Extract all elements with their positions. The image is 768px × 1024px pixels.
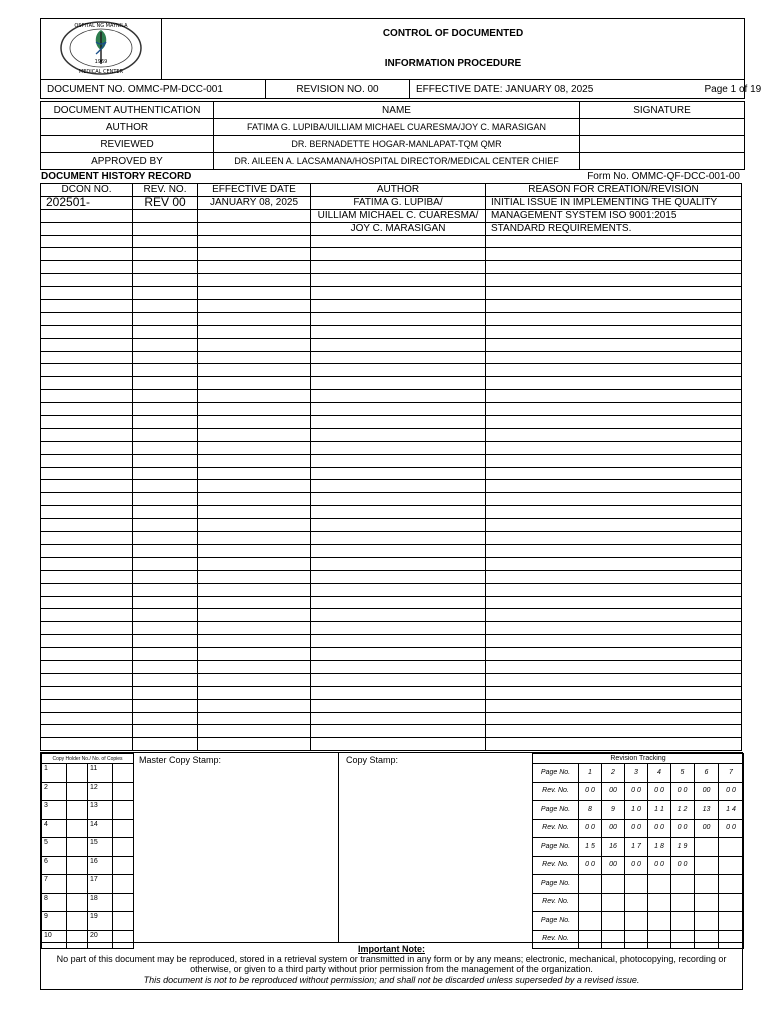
history-blank-row	[41, 609, 742, 622]
revision-cell: 0 0	[671, 819, 695, 838]
document-title	[162, 19, 745, 80]
copy-holder-number: 5	[42, 838, 67, 857]
revision-cell: 0 0	[648, 782, 671, 801]
svg-text:MEDICAL CENTER: MEDICAL CENTER	[78, 68, 124, 75]
revision-row-label: Rev. No.	[533, 819, 579, 838]
revision-cell: 2	[602, 764, 625, 783]
revision-cell	[719, 856, 744, 875]
form-number: Form No. OMMC-QF-DCC-001-00	[587, 171, 740, 182]
revision-cell	[602, 875, 625, 894]
copy-holder-table	[41, 753, 134, 949]
entry-reason-line: STANDARD REQUIREMENTS.	[486, 222, 742, 235]
hospital-seal-logo	[58, 20, 144, 76]
note-title: Important Note:	[358, 944, 425, 954]
revision-cell: 0 0	[648, 856, 671, 875]
revision-cell: 0 0	[579, 782, 602, 801]
page-number: Page 1 of 19	[704, 83, 762, 95]
history-blank-row	[41, 519, 742, 532]
history-blank-row	[41, 364, 742, 377]
title-line-2: INFORMATION PROCEDURE	[384, 58, 522, 69]
revision-cell: 00	[602, 782, 625, 801]
entry-author-line: UILLIAM MICHAEL C. CUARESMA/	[311, 209, 486, 222]
copy-holder-header: Copy Holder No./ No. of Copies	[42, 754, 134, 764]
history-blank-row	[41, 686, 742, 699]
history-blank-row	[41, 570, 742, 583]
copy-holder-number: 18	[88, 893, 113, 912]
copy-count	[67, 893, 88, 912]
distribution-section	[40, 752, 743, 943]
copy-count	[67, 801, 88, 820]
revision-cell: 8	[579, 801, 602, 820]
history-blank-row	[41, 480, 742, 493]
revision-tracking-row	[533, 764, 744, 783]
copy-count	[113, 819, 134, 838]
history-col-date: EFFECTIVE DATE	[198, 184, 311, 197]
revision-cell: 0 0	[648, 819, 671, 838]
copy-holder-number: 20	[88, 930, 113, 949]
copy-holder-number: 2	[42, 782, 67, 801]
copy-count	[67, 782, 88, 801]
entry-dcon: 202501-	[41, 196, 133, 209]
master-copy-stamp-label: Master Copy Stamp:	[139, 755, 222, 765]
copy-holder-row	[42, 912, 134, 931]
copy-holder-row	[42, 838, 134, 857]
revision-row-label: Page No.	[533, 801, 579, 820]
revision-cell: 0 0	[625, 856, 648, 875]
copy-holder-number: 12	[88, 782, 113, 801]
revision-cell	[602, 893, 625, 912]
revision-cell: 1 4	[719, 801, 744, 820]
revision-cell	[719, 912, 744, 931]
revision-cell	[695, 875, 719, 894]
revision-cell: 0 0	[719, 819, 744, 838]
revision-tracking-row	[533, 819, 744, 838]
copy-count	[67, 764, 88, 783]
revision-cell: 0 0	[719, 782, 744, 801]
revision-cell	[579, 875, 602, 894]
title-line-1: CONTROL OF DOCUMENTED	[382, 28, 524, 39]
entry-author-line: JOY C. MARASIGAN	[311, 222, 486, 235]
revision-cell	[602, 912, 625, 931]
revision-cell: 6	[695, 764, 719, 783]
auth-role: APPROVED BY	[41, 153, 214, 170]
revision-cell	[719, 875, 744, 894]
revision-cell	[625, 893, 648, 912]
history-col-author: AUTHOR	[311, 184, 486, 197]
copy-holder-number: 16	[88, 856, 113, 875]
auth-header-signature: SIGNATURE	[580, 102, 745, 119]
copy-count	[113, 838, 134, 857]
revision-row-label: Rev. No.	[533, 893, 579, 912]
history-col-dcon: DCON NO.	[41, 184, 133, 197]
entry-reason-line: MANAGEMENT SYSTEM ISO 9001:2015	[486, 209, 742, 222]
revision-cell	[671, 875, 695, 894]
svg-text:OSPITAL NG MAYNILA: OSPITAL NG MAYNILA	[74, 22, 128, 29]
auth-signature	[580, 119, 745, 136]
revision-cell: 0 0	[625, 819, 648, 838]
revision-cell: 1 2	[671, 801, 695, 820]
history-blank-row	[41, 557, 742, 570]
history-blank-row	[41, 493, 742, 506]
copy-holder-number: 13	[88, 801, 113, 820]
document-header	[40, 18, 762, 99]
history-blank-row	[41, 725, 742, 738]
revision-cell	[648, 875, 671, 894]
svg-text:1969: 1969	[94, 58, 108, 65]
revision-row-label: Rev. No.	[533, 782, 579, 801]
copy-count	[67, 819, 88, 838]
copy-holder-number: 7	[42, 875, 67, 894]
copy-count	[113, 912, 134, 931]
copy-holder-row	[42, 819, 134, 838]
history-blank-row	[41, 467, 742, 480]
revision-cell: 00	[602, 856, 625, 875]
copy-stamp-label: Copy Stamp:	[346, 755, 399, 765]
entry-rev: REV 00	[133, 196, 198, 209]
auth-role: AUTHOR	[41, 119, 214, 136]
note-body: No part of this document may be reproduced, stored in a retrieval system or transmitted in any form or by any means; electronic, mechanical, photocopying, recording or otherwise, or given to a third party without prior permission from the management of the organization.	[56, 954, 727, 974]
doc-number: DOCUMENT NO. OMMC-PM-DCC-001	[41, 80, 266, 99]
effective-date-page	[410, 80, 762, 99]
copy-holder-number: 10	[42, 930, 67, 949]
history-blank-row	[41, 377, 742, 390]
history-table	[40, 183, 742, 751]
revision-cell: 16	[602, 838, 625, 857]
history-blank-row	[41, 300, 742, 313]
history-blank-row	[41, 648, 742, 661]
history-blank-row	[41, 261, 742, 274]
history-blank-row	[41, 338, 742, 351]
history-blank-row	[41, 416, 742, 429]
history-blank-row	[41, 622, 742, 635]
copy-count	[67, 838, 88, 857]
revision-tracking-row	[533, 856, 744, 875]
revision-cell: 1	[579, 764, 602, 783]
entry-reason-line: INITIAL ISSUE IN IMPLEMENTING THE QUALITY	[486, 196, 742, 209]
revision-cell: 00	[695, 819, 719, 838]
history-blank-row	[41, 712, 742, 725]
revision-cell: 1 7	[625, 838, 648, 857]
revision-cell: 0 0	[671, 782, 695, 801]
revision-cell	[648, 912, 671, 931]
copy-holder-row	[42, 782, 134, 801]
revision-cell: 0 0	[625, 782, 648, 801]
auth-role: REVIEWED	[41, 136, 214, 153]
copy-holder-number: 6	[42, 856, 67, 875]
revision-cell: 1 9	[671, 838, 695, 857]
revision-cell: 00	[602, 819, 625, 838]
note-footer: This document is not to be reproduced without permission; and shall not be discarded unless superseded by a revised issue.	[143, 975, 640, 985]
history-blank-row	[41, 660, 742, 673]
history-blank-row	[41, 532, 742, 545]
revision-cell	[625, 912, 648, 931]
history-blank-row	[41, 428, 742, 441]
auth-header-authentication: DOCUMENT AUTHENTICATION	[41, 102, 214, 119]
revision-cell	[625, 875, 648, 894]
history-blank-row	[41, 699, 742, 712]
revision-cell: 3	[625, 764, 648, 783]
revision-tracking-title: Revision Tracking	[533, 754, 744, 764]
history-blank-row	[41, 583, 742, 596]
revision-cell: 1 1	[648, 801, 671, 820]
copy-holder-row	[42, 764, 134, 783]
revision-row-label: Page No.	[533, 912, 579, 931]
revision-cell: 4	[648, 764, 671, 783]
copy-count	[113, 801, 134, 820]
auth-signature	[580, 153, 745, 170]
copy-count	[113, 856, 134, 875]
history-blank-row	[41, 248, 742, 261]
history-blank-row	[41, 441, 742, 454]
revision-cell: 1 5	[579, 838, 602, 857]
revision-cell: 1 0	[625, 801, 648, 820]
history-blank-row	[41, 673, 742, 686]
auth-name: DR. BERNADETTE HOGAR-MANLAPAT-TQM QMR	[214, 136, 580, 153]
copy-holder-row	[42, 801, 134, 820]
history-blank-row	[41, 235, 742, 248]
history-blank-row	[41, 325, 742, 338]
history-title: DOCUMENT HISTORY RECORD	[41, 171, 192, 182]
history-blank-row	[41, 274, 742, 287]
history-blank-row	[41, 312, 742, 325]
entry-author-line: FATIMA G. LUPIBA/	[311, 196, 486, 209]
history-blank-row	[41, 454, 742, 467]
copy-count	[113, 764, 134, 783]
copy-count	[67, 912, 88, 931]
history-title-bar	[40, 171, 741, 183]
history-blank-row	[41, 506, 742, 519]
revision-cell: 0 0	[671, 856, 695, 875]
history-blank-row	[41, 287, 742, 300]
logo-cell	[41, 19, 162, 80]
revision-cell: 13	[695, 801, 719, 820]
revision-cell	[719, 893, 744, 912]
revision-tracking-row	[533, 782, 744, 801]
copy-holder-number: 11	[88, 764, 113, 783]
auth-header-name: NAME	[214, 102, 580, 119]
copy-count	[113, 893, 134, 912]
copy-count	[67, 856, 88, 875]
revision-tracking-row	[533, 893, 744, 912]
revision-tracking-row	[533, 801, 744, 820]
revision-number: REVISION NO. 00	[266, 80, 410, 99]
revision-cell: 5	[671, 764, 695, 783]
history-blank-row	[41, 351, 742, 364]
copy-holder-row	[42, 893, 134, 912]
revision-cell	[648, 893, 671, 912]
copy-count	[113, 782, 134, 801]
authentication-table	[40, 101, 745, 170]
copy-holder-number: 8	[42, 893, 67, 912]
revision-cell	[671, 912, 695, 931]
copy-holder-number: 19	[88, 912, 113, 931]
revision-cell: 00	[695, 782, 719, 801]
revision-cell	[695, 856, 719, 875]
copy-holder-row	[42, 875, 134, 894]
important-note	[40, 943, 743, 990]
revision-cell: 0 0	[579, 856, 602, 875]
copy-holder-number: 1	[42, 764, 67, 783]
revision-cell: 9	[602, 801, 625, 820]
history-col-reason: REASON FOR CREATION/REVISION	[486, 184, 742, 197]
copy-holder-row	[42, 856, 134, 875]
revision-row-label: Page No.	[533, 764, 579, 783]
revision-cell	[579, 912, 602, 931]
revision-row-label: Rev. No.	[533, 930, 579, 949]
history-blank-row	[41, 596, 742, 609]
copy-count	[67, 875, 88, 894]
copy-count	[113, 875, 134, 894]
auth-signature	[580, 136, 745, 153]
effective-date: EFFECTIVE DATE: JANUARY 08, 2025	[416, 83, 594, 95]
revision-cell	[695, 893, 719, 912]
revision-cell	[579, 893, 602, 912]
revision-tracking-row	[533, 912, 744, 931]
revision-cell	[671, 893, 695, 912]
revision-row-label: Page No.	[533, 875, 579, 894]
history-blank-row	[41, 544, 742, 557]
revision-tracking-row	[533, 875, 744, 894]
history-col-rev: REV. NO.	[133, 184, 198, 197]
revision-cell: 7	[719, 764, 744, 783]
revision-cell: 0 0	[579, 819, 602, 838]
copy-holder-number: 14	[88, 819, 113, 838]
revision-tracking-table	[532, 753, 744, 949]
revision-tracking-row	[533, 838, 744, 857]
history-blank-row	[41, 403, 742, 416]
entry-date: JANUARY 08, 2025	[198, 196, 311, 209]
revision-cell	[695, 912, 719, 931]
revision-row-label: Page No.	[533, 838, 579, 857]
copy-holder-number: 9	[42, 912, 67, 931]
history-blank-row	[41, 635, 742, 648]
revision-cell: 1 8	[648, 838, 671, 857]
revision-cell	[695, 838, 719, 857]
auth-name: FATIMA G. LUPIBA/UILLIAM MICHAEL CUARESMA/JOY C. MARASIGAN	[214, 119, 580, 136]
copy-holder-number: 15	[88, 838, 113, 857]
history-blank-row	[41, 390, 742, 403]
revision-row-label: Rev. No.	[533, 856, 579, 875]
copy-holder-number: 17	[88, 875, 113, 894]
history-blank-row	[41, 738, 742, 751]
copy-holder-number: 3	[42, 801, 67, 820]
copy-holder-number: 4	[42, 819, 67, 838]
auth-name: DR. AILEEN A. LACSAMANA/HOSPITAL DIRECTOR/MEDICAL CENTER CHIEF	[214, 153, 580, 170]
revision-cell	[719, 838, 744, 857]
